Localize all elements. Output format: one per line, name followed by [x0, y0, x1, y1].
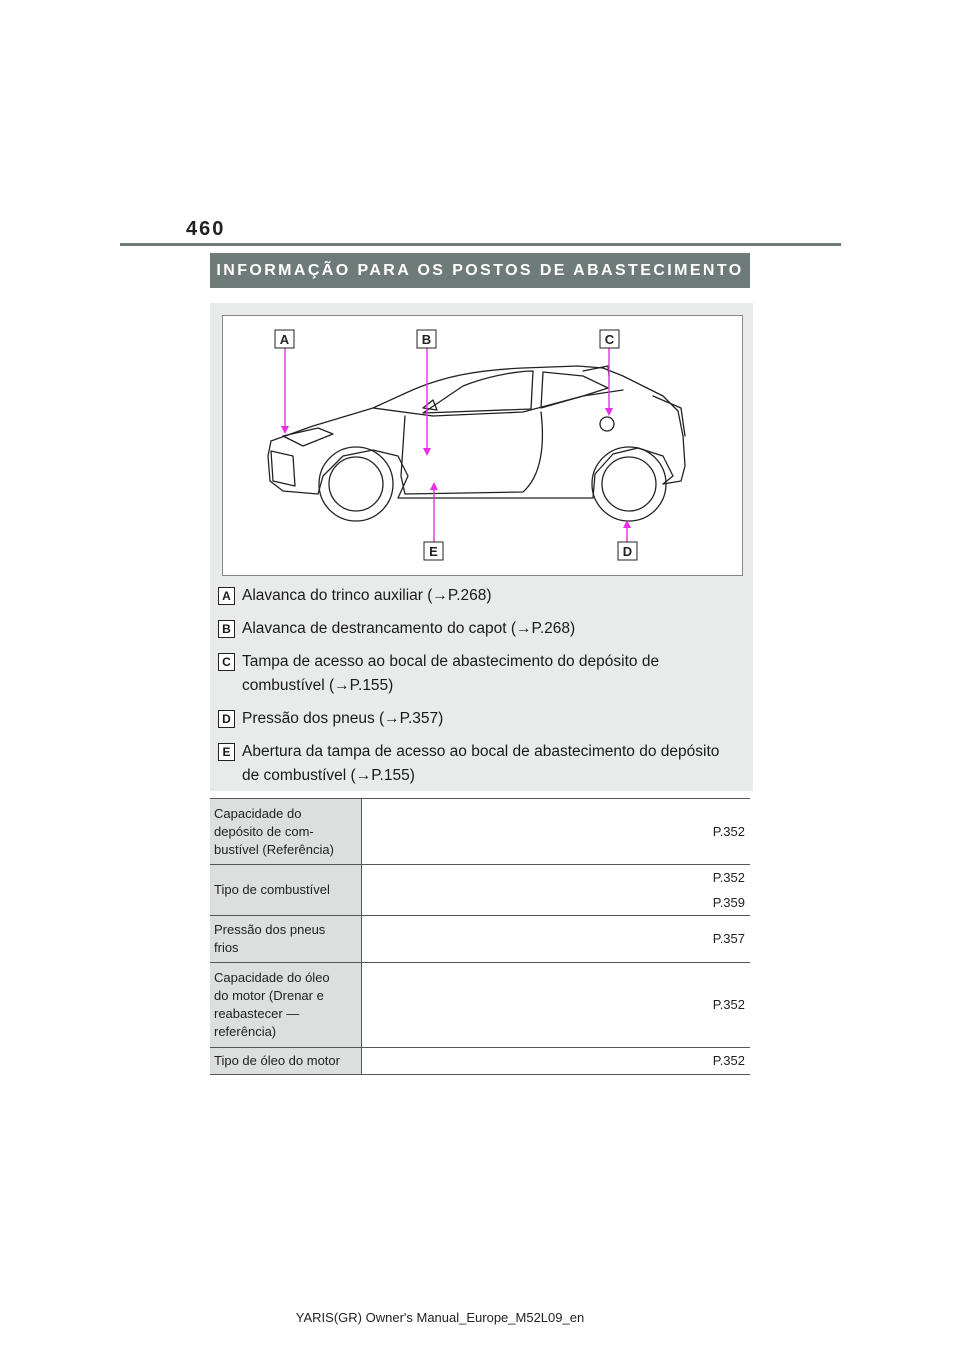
table-row: [210, 916, 750, 963]
rear-wheel-outer: [592, 447, 666, 521]
legend-text: de combustível (→P.155): [242, 767, 415, 784]
legend-text: Alavanca de destrancamento do capot (→P.268): [242, 620, 576, 637]
spec-table: [210, 798, 750, 1075]
callout-label-d: D: [622, 544, 633, 559]
legend-tag-a: A: [218, 587, 235, 605]
car-mirror: [423, 400, 437, 410]
legend-tag-c: C: [218, 653, 235, 671]
car-rear-window: [541, 372, 608, 408]
spec-label: Tipo de óleo do motor: [210, 1048, 361, 1075]
callout-box-c: [600, 330, 619, 348]
header-rule: [120, 243, 841, 246]
spec-reference: P.352: [361, 799, 750, 865]
car-side-view-illustration: [223, 316, 742, 575]
spec-reference: P.357: [361, 916, 750, 963]
car-side-window: [423, 371, 533, 413]
legend-tag-d: D: [218, 710, 235, 728]
page-footer: YARIS(GR) Owner's Manual_Europe_M52L09_en: [295, 1310, 585, 1325]
callout-label-b: B: [421, 332, 432, 347]
table-row: [210, 865, 750, 916]
spec-reference: P.352: [361, 1048, 750, 1075]
legend-text: Abertura da tampa de acesso ao bocal de abastecimento do depósito: [242, 743, 720, 760]
legend-item-e: [218, 740, 748, 788]
table-row: [210, 799, 750, 865]
front-wheel-inner: [329, 457, 383, 511]
car-headlight: [283, 428, 333, 446]
car-door-line: [401, 412, 542, 494]
car-diagram: [222, 315, 743, 576]
callout-arrow-c: [605, 408, 613, 416]
legend-list: [218, 584, 748, 797]
legend-item-b: [218, 617, 748, 641]
rear-wheel-inner: [602, 457, 656, 511]
table-row: [210, 1048, 750, 1075]
callout-box-a: [275, 330, 294, 348]
legend-text: Tampa de acesso ao bocal de abastecimento do depósito de: [242, 653, 660, 670]
legend-item-c: [218, 650, 748, 698]
spec-reference: P.352 P.359: [361, 865, 750, 916]
fuel-cap-outline: [600, 417, 614, 431]
legend-text: Alavanca do trinco auxiliar (→P.268): [242, 587, 492, 604]
callout-arrow-e: [430, 482, 438, 490]
legend-tag-e: E: [218, 743, 235, 761]
car-front-lower: [268, 441, 408, 498]
page-number: 460: [186, 218, 226, 240]
callout-box-e: [424, 542, 443, 560]
callout-label-e: E: [429, 544, 438, 559]
spec-label: Tipo de combustível: [210, 865, 361, 916]
callout-box-b: [417, 330, 436, 348]
spec-label: Pressão dos pneus frios: [210, 916, 361, 963]
legend-text: Pressão dos pneus (→P.357): [242, 710, 444, 727]
spec-label: Capacidade do óleo do motor (Drenar e reabastecer — referência): [210, 963, 361, 1048]
front-wheel-outer: [319, 447, 393, 521]
table-row: [210, 963, 750, 1048]
car-front-grille: [271, 451, 295, 486]
callout-box-d: [618, 542, 637, 560]
legend-item-a: [218, 584, 748, 608]
section-title: INFORMAÇÃO PARA OS POSTOS DE ABASTECIMENTO: [210, 253, 750, 288]
callout-label-a: A: [279, 332, 290, 347]
legend-text: combustível (→P.155): [242, 677, 394, 694]
spec-reference: P.352: [361, 963, 750, 1048]
callout-arrow-b: [423, 448, 431, 456]
legend-item-d: [218, 707, 748, 731]
legend-tag-b: B: [218, 620, 235, 638]
spec-label: Capacidade do depósito de com- bustível (Referência): [210, 799, 361, 865]
callout-arrow-a: [281, 426, 289, 434]
car-beltline: [373, 390, 623, 416]
callout-label-c: C: [604, 332, 615, 347]
